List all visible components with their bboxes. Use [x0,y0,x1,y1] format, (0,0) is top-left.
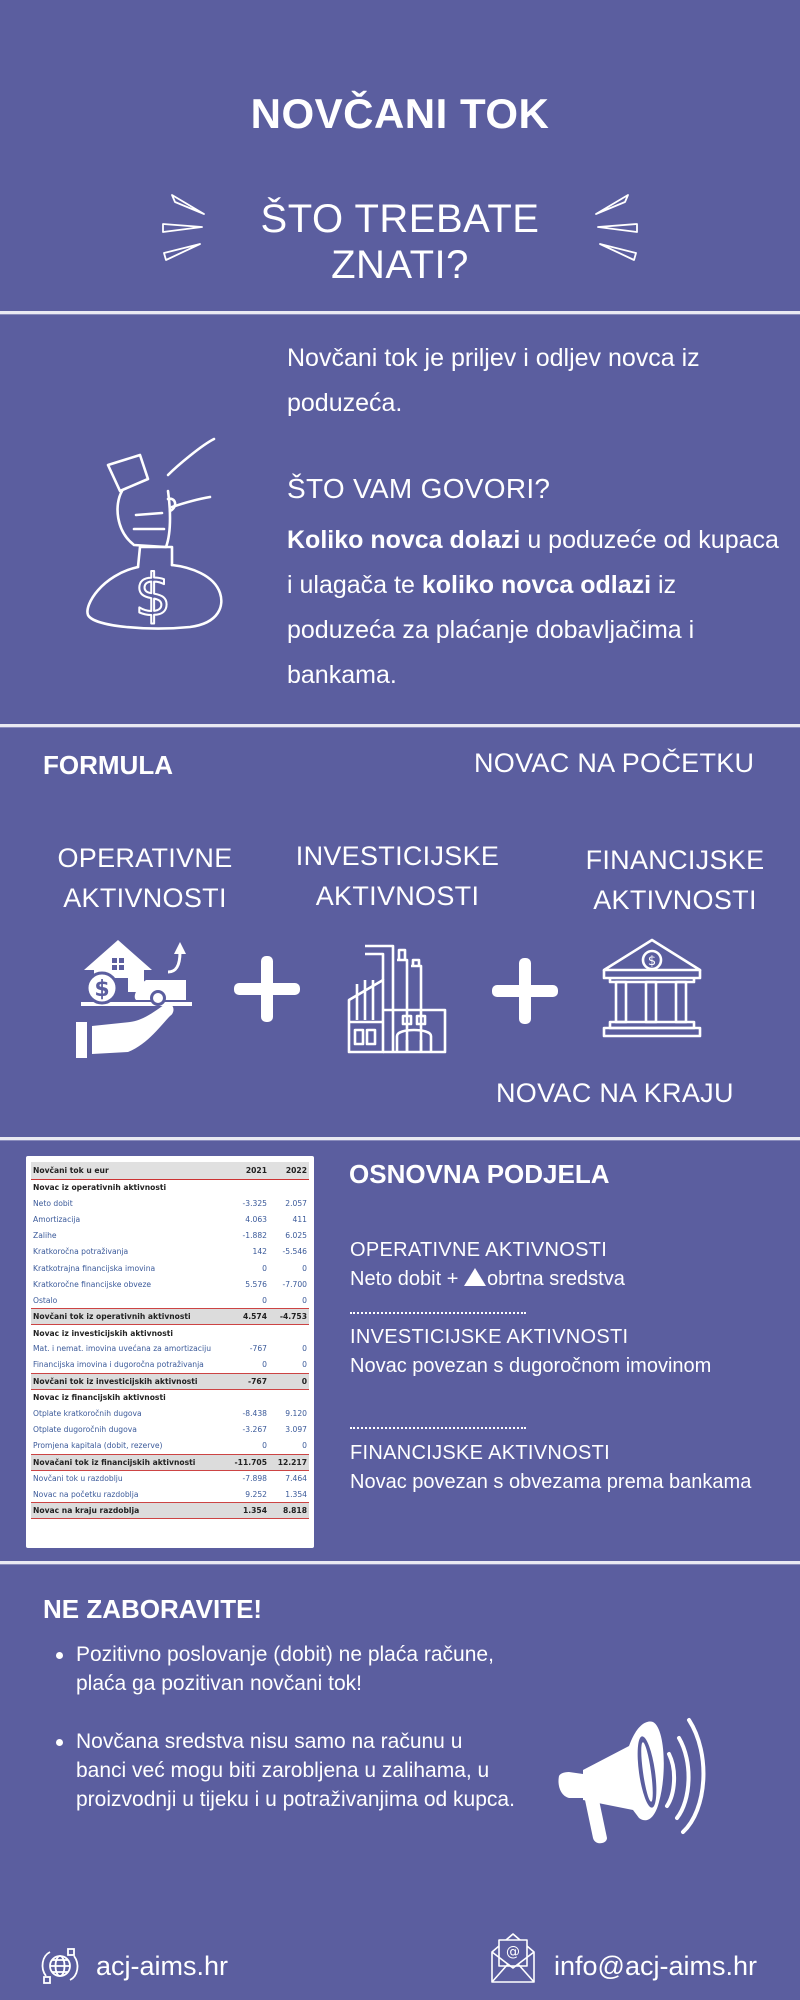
row-label: Novčani tok u razdoblju [33,1474,123,1484]
megaphone-icon [555,1714,725,1849]
cashflow-table [31,1162,309,1519]
row-value: 9.120 [285,1409,307,1419]
row-value: -4.753 [269,1309,309,1325]
table-total-row [31,1309,309,1325]
dotted-divider [350,1427,526,1429]
row-value: 12.217 [269,1454,309,1470]
row-value: 0 [262,1360,267,1370]
basic-division-title: OSNOVNA PODJELA [349,1159,610,1189]
row-label: Novac na početku razdoblja [33,1489,139,1499]
table-row [31,1292,309,1308]
table-section-row [31,1325,309,1341]
row-value: 0 [302,1295,307,1305]
row-label: Ostalo [33,1295,58,1305]
row-value: 0 [302,1263,307,1273]
question-title: ŠTO VAM GOVORI? [287,473,551,504]
table-row [31,1487,309,1503]
row-value: -3.325 [242,1198,267,1208]
financing-activities-label: FINANCIJSKE AKTIVNOSTI [585,845,765,915]
row-value: -767 [229,1373,269,1389]
table-header-row: Novčani tok u eur 2021 2022 [31,1162,309,1179]
row-label: Promjena kapitala (dobit, rezerve) [33,1441,163,1451]
row-value: 7.464 [285,1474,307,1484]
row-value: 0 [262,1295,267,1305]
row-value: 2.057 [285,1198,307,1208]
row-value [229,1325,269,1341]
row-value: -7.898 [242,1474,267,1484]
burst-right-icon [592,192,640,266]
financing-division-item: FINANCIJSKE AKTIVNOSTI Novac povezan s obvezama prema bankama [350,1442,752,1493]
row-label: Novčani tok iz investicijskih aktivnosti [31,1373,229,1389]
dotted-divider [350,1312,526,1314]
row-value: 9.252 [245,1489,267,1499]
envelope-icon [490,1932,536,1984]
table-row [31,1438,309,1454]
section-divider [0,1561,800,1564]
website-link[interactable]: acj-aims.hr [38,1946,228,1986]
page-subtitle: ŠTO TREBATE ZNATI? [260,197,540,287]
plus-icon [232,954,302,1024]
money-bag-icon [80,435,230,630]
row-value: 0 [302,1344,307,1354]
table-row [31,1211,309,1227]
start-cash-label: NOVAC NA POČETKU [474,748,755,778]
table-row [31,1276,309,1292]
operating-activities-label: OPERATIVNE AKTIVNOSTI [57,843,233,913]
reminder-list [76,1640,516,1843]
row-label: Kratkotrajna financijska imovina [33,1263,156,1273]
row-value: 0 [302,1441,307,1451]
hand-house-money-icon [76,940,194,1058]
row-label: Novac iz operativnih aktivnosti [33,1182,167,1192]
row-value: 5.576 [245,1279,267,1289]
row-value: 0 [302,1360,307,1370]
email-link[interactable]: @ info@acj-aims.hr [490,1932,757,1984]
list-item: Pozitivno poslovanje (dobit) ne plaća račune, plaća ga pozitivan novčani tok! [76,1640,516,1698]
row-value [229,1389,269,1405]
row-value: 142 [252,1247,267,1257]
row-label: Novac na kraju razdoblja [31,1503,229,1519]
row-value: 0 [262,1441,267,1451]
table-total-row [31,1454,309,1470]
row-value: 0 [262,1263,267,1273]
row-label: Otplate kratkoročnih dugova [33,1409,142,1419]
row-label: Novačani tok iz financijskih aktivnosti [31,1454,229,1470]
delta-triangle-icon [464,1268,486,1286]
section-divider [0,1137,800,1140]
row-value: 6.025 [285,1231,307,1241]
row-value: 8.818 [269,1503,309,1519]
row-label: Novac iz investicijskih aktivnosti [33,1328,173,1338]
row-value: -11.705 [229,1454,269,1470]
row-label: Kratkoročne financijske obveze [33,1279,152,1289]
row-value: 4.063 [245,1214,267,1224]
globe-icon [38,1946,82,1986]
table-row [31,1195,309,1211]
investing-activities-label: INVESTICIJSKE AKTIVNOSTI [295,841,500,911]
section-divider [0,724,800,727]
row-label: Neto dobit [33,1198,73,1208]
table-row [31,1422,309,1438]
row-label: Novčani tok iz operativnih aktivnosti [31,1309,229,1325]
end-cash-label: NOVAC NA KRAJU [496,1078,734,1108]
row-value [229,1179,269,1195]
row-label: Kratkoročna potraživanja [33,1247,129,1257]
table-row [31,1260,309,1276]
svg-text:$: $ [134,561,172,629]
row-value: 411 [292,1214,307,1224]
page-title: NOVČANI TOK [250,90,550,137]
row-label: Novac iz financijskih aktivnosti [33,1393,166,1403]
svg-text:$: $ [647,954,657,969]
svg-text:$: $ [94,977,110,1002]
row-value: -5.546 [282,1247,307,1257]
row-label: Zalihe [33,1231,57,1241]
reminder-title: NE ZABORAVITE! [43,1594,263,1624]
table-total-row [31,1373,309,1389]
row-value: 4.574 [229,1309,269,1325]
section-divider [0,311,800,314]
definition-text: Novčani tok je priljev i odljev novca iz poduzeća. [287,344,700,417]
row-value: -767 [249,1344,267,1354]
table-row [31,1228,309,1244]
row-label: Otplate dugoročnih dugova [33,1425,137,1435]
row-value: 1.354 [285,1489,307,1499]
row-value: -3.267 [242,1425,267,1435]
row-label: Financijska imovina i dugoročna potraživanja [33,1360,204,1370]
table-row [31,1341,309,1357]
row-value: -7.700 [282,1279,307,1289]
answer-text: Koliko novca dolazi u poduzeće od kupaca i ulagača te koliko novca odlazi iz poduzeća za plaćanje dobavljačima i bankama. [287,526,779,689]
row-value [269,1325,309,1341]
row-label: Mat. i nemat. imovina uvećana za amortizaciju [33,1344,212,1354]
row-value: 0 [269,1373,309,1389]
table-row [31,1406,309,1422]
plus-icon [490,956,560,1026]
factory-icon [345,940,455,1055]
row-value: -8.438 [242,1409,267,1419]
table-row [31,1470,309,1486]
cashflow-statement-table [26,1156,314,1548]
table-section-row [31,1179,309,1195]
row-value: -1.882 [242,1231,267,1241]
row-value [269,1179,309,1195]
row-value: 1.354 [229,1503,269,1519]
row-label: Amortizacija [33,1214,81,1224]
list-item: Novčana sredstva nisu samo na računu u banci već mogu biti zarobljena u zalihama, u proizvodnji u tijeku i u potraživanjima od kupca. [76,1727,516,1814]
table-total-row [31,1503,309,1519]
table-row [31,1357,309,1373]
operating-division-item: OPERATIVNE AKTIVNOSTI Neto dobit + obrtna sredstva [350,1239,625,1290]
formula-title: FORMULA [43,750,173,780]
svg-text:@: @ [506,1944,520,1960]
table-section-row [31,1389,309,1405]
row-value [269,1389,309,1405]
bank-icon [600,938,704,1040]
row-value: 3.097 [285,1425,307,1435]
investing-division-item: INVESTICIJSKE AKTIVNOSTI Novac povezan s dugoročnom imovinom [350,1326,712,1377]
table-row [31,1244,309,1260]
